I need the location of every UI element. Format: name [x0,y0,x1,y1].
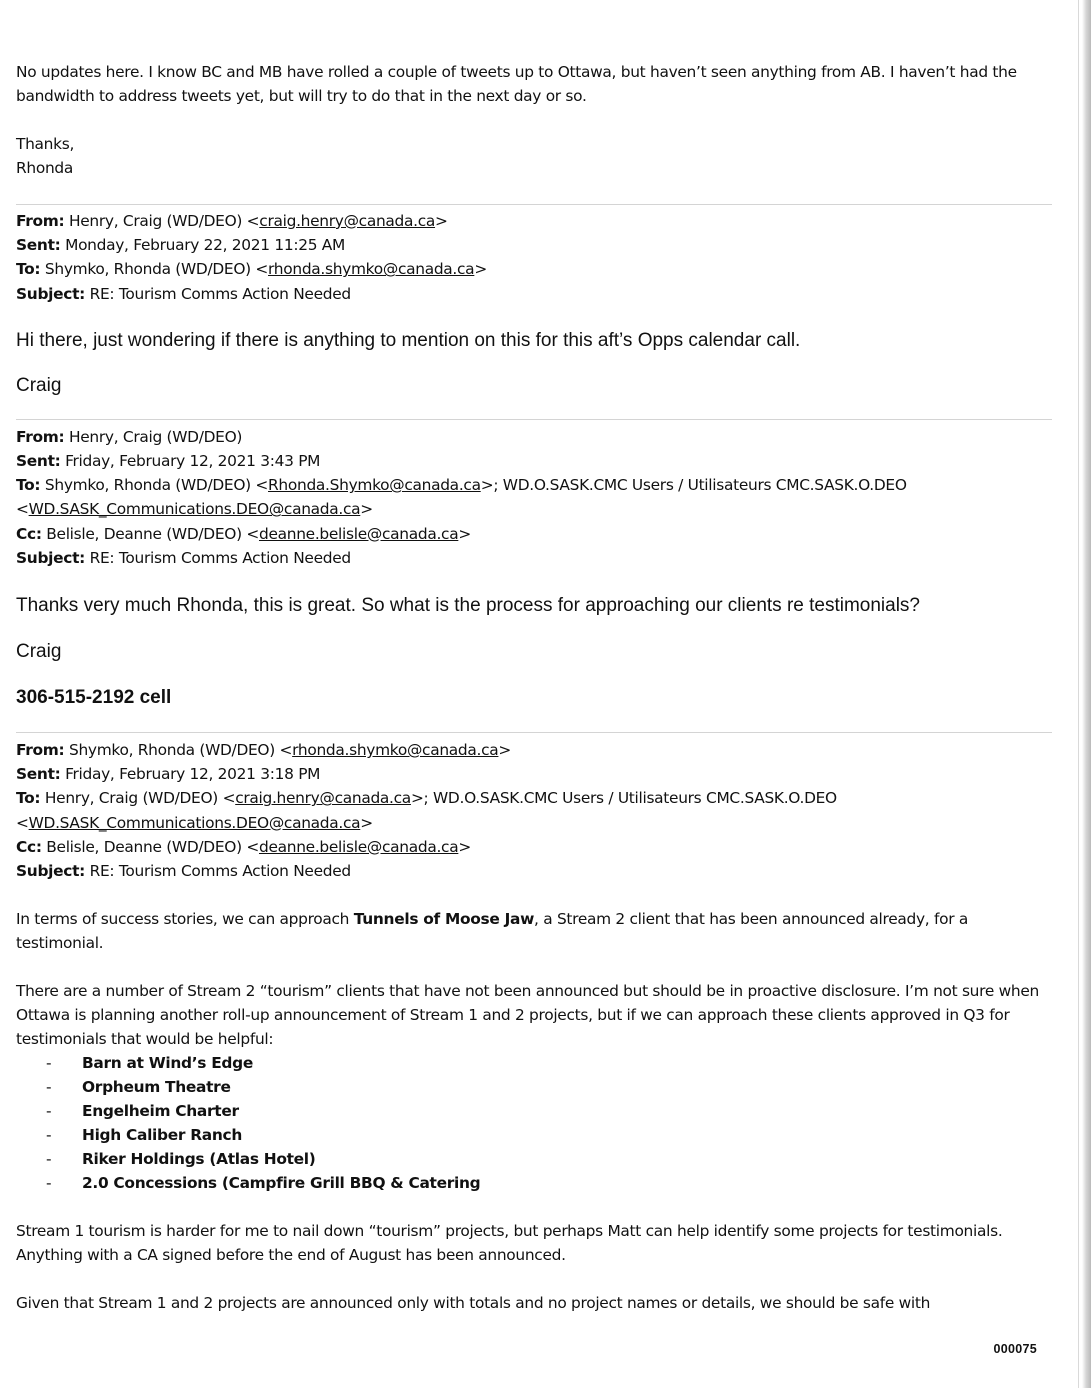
phone-number: 306-515-2192 cell [16,687,172,709]
email-body: Hi there, just wondering if there is anything to mention on this for this aft’s Opps calendar call. [16,329,801,351]
subject-line: Subject: RE: Tourism Comms Action Needed [16,284,351,303]
list-item: - Barn at Wind’s Edge [46,1051,1056,1075]
email-thread [16,60,1056,1315]
sent-line: Sent: Friday, February 12, 2021 3:43 PM [16,452,321,471]
email-link[interactable]: craig.henry@canada.ca [235,789,411,808]
email-link[interactable]: craig.henry@canada.ca [259,212,436,230]
email-link[interactable]: WD.SASK_Communications.DEO@canada.ca [28,813,361,832]
to-line: To: Shymko, Rhonda (WD/DEO) <Rhonda.Shymko@canada.ca>; WD.O.SASK.CMC Users / Utilisateurs CMC.SASK.O.DEO [16,476,907,495]
email-signature: Craig [16,374,62,396]
sent-line: Sent: Friday, February 12, 2021 3:18 PM [16,765,321,784]
sent-line: Sent: Monday, February 22, 2021 11:25 AM [16,236,346,255]
email-link[interactable]: deanne.belisle@canada.ca [258,524,459,543]
reply-closing: Thanks, [16,135,75,153]
list-item: - Orpheum Theatre [46,1075,1056,1099]
from-line: From: Shymko, Rhonda (WD/DEO) <rhonda.shymko@canada.ca> [16,741,512,760]
list-item: - Engelheim Charter [46,1099,1056,1123]
list-item: - 2.0 Concessions (Campfire Grill BBQ & Catering [46,1171,1056,1195]
email-header-3 [16,738,1056,883]
list-item: - Riker Holdings (Atlas Hotel) [46,1147,1056,1171]
client-list [16,1051,1056,1195]
email-body: Thanks very much Rhonda, this is great. So what is the process for approaching our clients re testimonials? [16,595,920,617]
email-header-2 [16,425,1056,570]
email-paragraph: There are a number of Stream 2 “tourism” clients that have not been announced but should be in proactive disclosure. I’m not sure when Ottawa is planning another roll-up announcement of Stream 1 and 2 projects, but if we can approach these clients approved in Q3 for testimonials that would be helpful: [16,982,1039,1049]
email-paragraph: In terms of success stories, we can approach Tunnels of Moose Jaw, a Stream 2 client that has been announced already, for a testimonial. [16,910,968,953]
from-line: From: Henry, Craig (WD/DEO) <craig.henry@canada.ca> [16,212,448,230]
page-number: 000075 [993,1342,1037,1356]
to-line: To: Henry, Craig (WD/DEO) <craig.henry@canada.ca>; WD.O.SASK.CMC Users / Utilisateurs CMC.SASK.O.DEO [16,789,837,808]
email-link[interactable]: rhonda.shymko@canada.ca [292,741,499,760]
email-signature: Craig [16,641,62,663]
subject-line: Subject: RE: Tourism Comms Action Needed [16,862,351,881]
page-edge-line [1078,0,1079,1388]
page-edge-shadow [1082,0,1091,1388]
email-paragraph: Stream 1 tourism is harder for me to nail down “tourism” projects, but perhaps Matt can help identify some projects for testimonials. Anything with a CA signed before the end of August has been announced. [16,1222,1003,1265]
cc-line: Cc: Belisle, Deanne (WD/DEO) <deanne.belisle@canada.ca> [16,524,471,543]
email-link[interactable]: Rhonda.Shymko@canada.ca [268,476,481,495]
from-line: From: Henry, Craig (WD/DEO) [16,427,243,446]
reply-signature: Rhonda [16,159,74,177]
reply-body [16,60,1056,180]
email-link[interactable]: WD.SASK_Communications.DEO@canada.ca [28,500,361,519]
to-line-cont: <WD.SASK_Communications.DEO@canada.ca> [16,813,373,832]
to-line-cont: <WD.SASK_Communications.DEO@canada.ca> [16,500,373,519]
list-item: - High Caliber Ranch [46,1123,1056,1147]
email-link[interactable]: deanne.belisle@canada.ca [258,837,459,856]
cc-line: Cc: Belisle, Deanne (WD/DEO) <deanne.belisle@canada.ca> [16,837,471,856]
to-line: To: Shymko, Rhonda (WD/DEO) <rhonda.shymko@canada.ca> [16,260,487,279]
email-header-1 [16,209,1056,306]
email-paragraph: Given that Stream 1 and 2 projects are announced only with totals and no project names or details, we should be safe with [16,1294,931,1313]
subject-line: Subject: RE: Tourism Comms Action Needed [16,548,351,567]
email-link[interactable]: rhonda.shymko@canada.ca [268,260,475,279]
reply-paragraph: No updates here. I know BC and MB have rolled a couple of tweets up to Ottawa, but haven’t seen anything from AB. I haven’t had the bandwidth to address tweets yet, but will try to do that in the next day or so. [16,63,1017,105]
